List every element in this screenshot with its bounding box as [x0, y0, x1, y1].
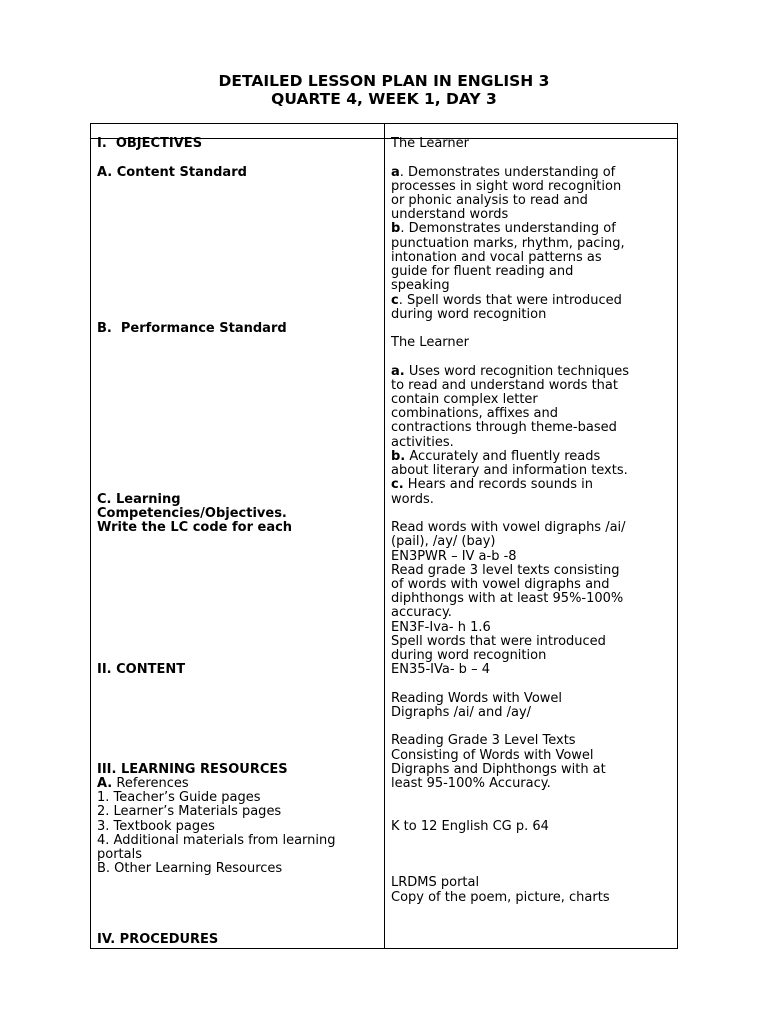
competency-line: EN3PWR – IV a-b -8	[391, 549, 517, 564]
learning-resources-heading: III. LEARNING RESOURCES	[97, 762, 288, 777]
item-text: . Spell words that were introduced	[398, 293, 622, 308]
item-text: Uses word recognition techniques	[404, 364, 630, 379]
competencies-line: C. Learning	[97, 492, 181, 507]
content-line: Digraphs and Diphthongs with at	[391, 762, 606, 777]
references-letter: A.	[97, 776, 113, 791]
competency-line: during word recognition	[391, 648, 547, 663]
content-line: Consisting of Words with Vowel	[391, 748, 594, 763]
title-line-1: DETAILED LESSON PLAN IN ENGLISH 3	[218, 72, 550, 90]
standard-item-c	[391, 478, 593, 492]
resource-line: Copy of the poem, picture, charts	[391, 890, 610, 905]
standard-line: contain complex letter	[391, 392, 538, 407]
competency-line: of words with vowel digraphs and	[391, 577, 610, 592]
content-line: least 95-100% Accuracy.	[391, 776, 551, 791]
content-line: Digraphs /ai/ and /ay/	[391, 705, 532, 720]
competency-line: Read words with vowel digraphs /ai/	[391, 520, 626, 535]
learner-label: The Learner	[391, 335, 469, 350]
content-line: Reading Words with Vowel	[391, 691, 563, 706]
resource-item: portals	[97, 847, 142, 862]
standard-line: about literary and information texts.	[391, 463, 628, 478]
item-text: . Demonstrates understanding of	[399, 165, 616, 180]
reference-text: K to 12 English CG p. 64	[391, 819, 549, 834]
table-column-divider	[384, 124, 385, 948]
content-line: Reading Grade 3 Level Texts	[391, 733, 576, 748]
standard-line: or phonic analysis to read and	[391, 193, 588, 208]
item-letter: b.	[391, 449, 406, 464]
item-letter: c.	[391, 477, 404, 492]
competency-line: Read grade 3 level texts consisting	[391, 563, 620, 578]
resource-line: LRDMS portal	[391, 875, 480, 890]
standard-line: activities.	[391, 435, 454, 450]
standard-line: words.	[391, 492, 434, 507]
objectives-heading: I. OBJECTIVES	[97, 136, 203, 151]
standard-line: understand words	[391, 207, 509, 222]
standard-line: during word recognition	[391, 307, 547, 322]
item-text: . Demonstrates understanding of	[400, 221, 616, 236]
item-text: Accurately and fluently reads	[405, 449, 601, 464]
competencies-line: Write the LC code for each	[97, 520, 293, 535]
content-standard-label: A. Content Standard	[97, 165, 247, 180]
standard-line: punctuation marks, rhythm, pacing,	[391, 236, 625, 251]
item-letter: a	[391, 165, 400, 180]
resource-item: 2. Learner’s Materials pages	[97, 804, 282, 819]
resource-item: 1. Teacher’s Guide pages	[97, 790, 261, 805]
resource-item: B. Other Learning Resources	[97, 861, 283, 876]
references-text: References	[112, 776, 189, 791]
standard-line: combinations, affixes and	[391, 406, 558, 421]
item-letter: a.	[391, 364, 405, 379]
standard-line: guide for fluent reading and	[391, 264, 574, 279]
title-line-2: QUARTE 4, WEEK 1, DAY 3	[271, 90, 497, 108]
procedures-heading: IV. PROCEDURES	[97, 932, 219, 947]
standard-line: contractions through theme-based	[391, 420, 617, 435]
competency-line: EN3F-Iva- h 1.6	[391, 620, 491, 635]
competencies-line: Competencies/Objectives.	[97, 506, 287, 521]
standard-line: to read and understand words that	[391, 378, 618, 393]
competency-line: EN35-IVa- b – 4	[391, 662, 490, 677]
standard-item-b	[391, 222, 616, 236]
standard-line: processes in sight word recognition	[391, 179, 622, 194]
item-letter: b	[391, 221, 401, 236]
learner-label: The Learner	[391, 136, 469, 151]
competency-line: diphthongs with at least 95%-100%	[391, 591, 624, 606]
resource-item: 4. Additional materials from learning	[97, 833, 336, 848]
resource-item: 3. Textbook pages	[97, 819, 215, 834]
competency-line: Spell words that were introduced	[391, 634, 606, 649]
standard-line: intonation and vocal patterns as	[391, 250, 602, 265]
competency-line: (pail), /ay/ (bay)	[391, 534, 496, 549]
performance-standard-label: B. Performance Standard	[97, 321, 287, 336]
standard-line: speaking	[391, 278, 450, 293]
item-letter: c	[391, 293, 399, 308]
content-heading: II. CONTENT	[97, 662, 186, 677]
item-text: Hears and records sounds in	[403, 477, 594, 492]
competency-line: accuracy.	[391, 605, 452, 620]
